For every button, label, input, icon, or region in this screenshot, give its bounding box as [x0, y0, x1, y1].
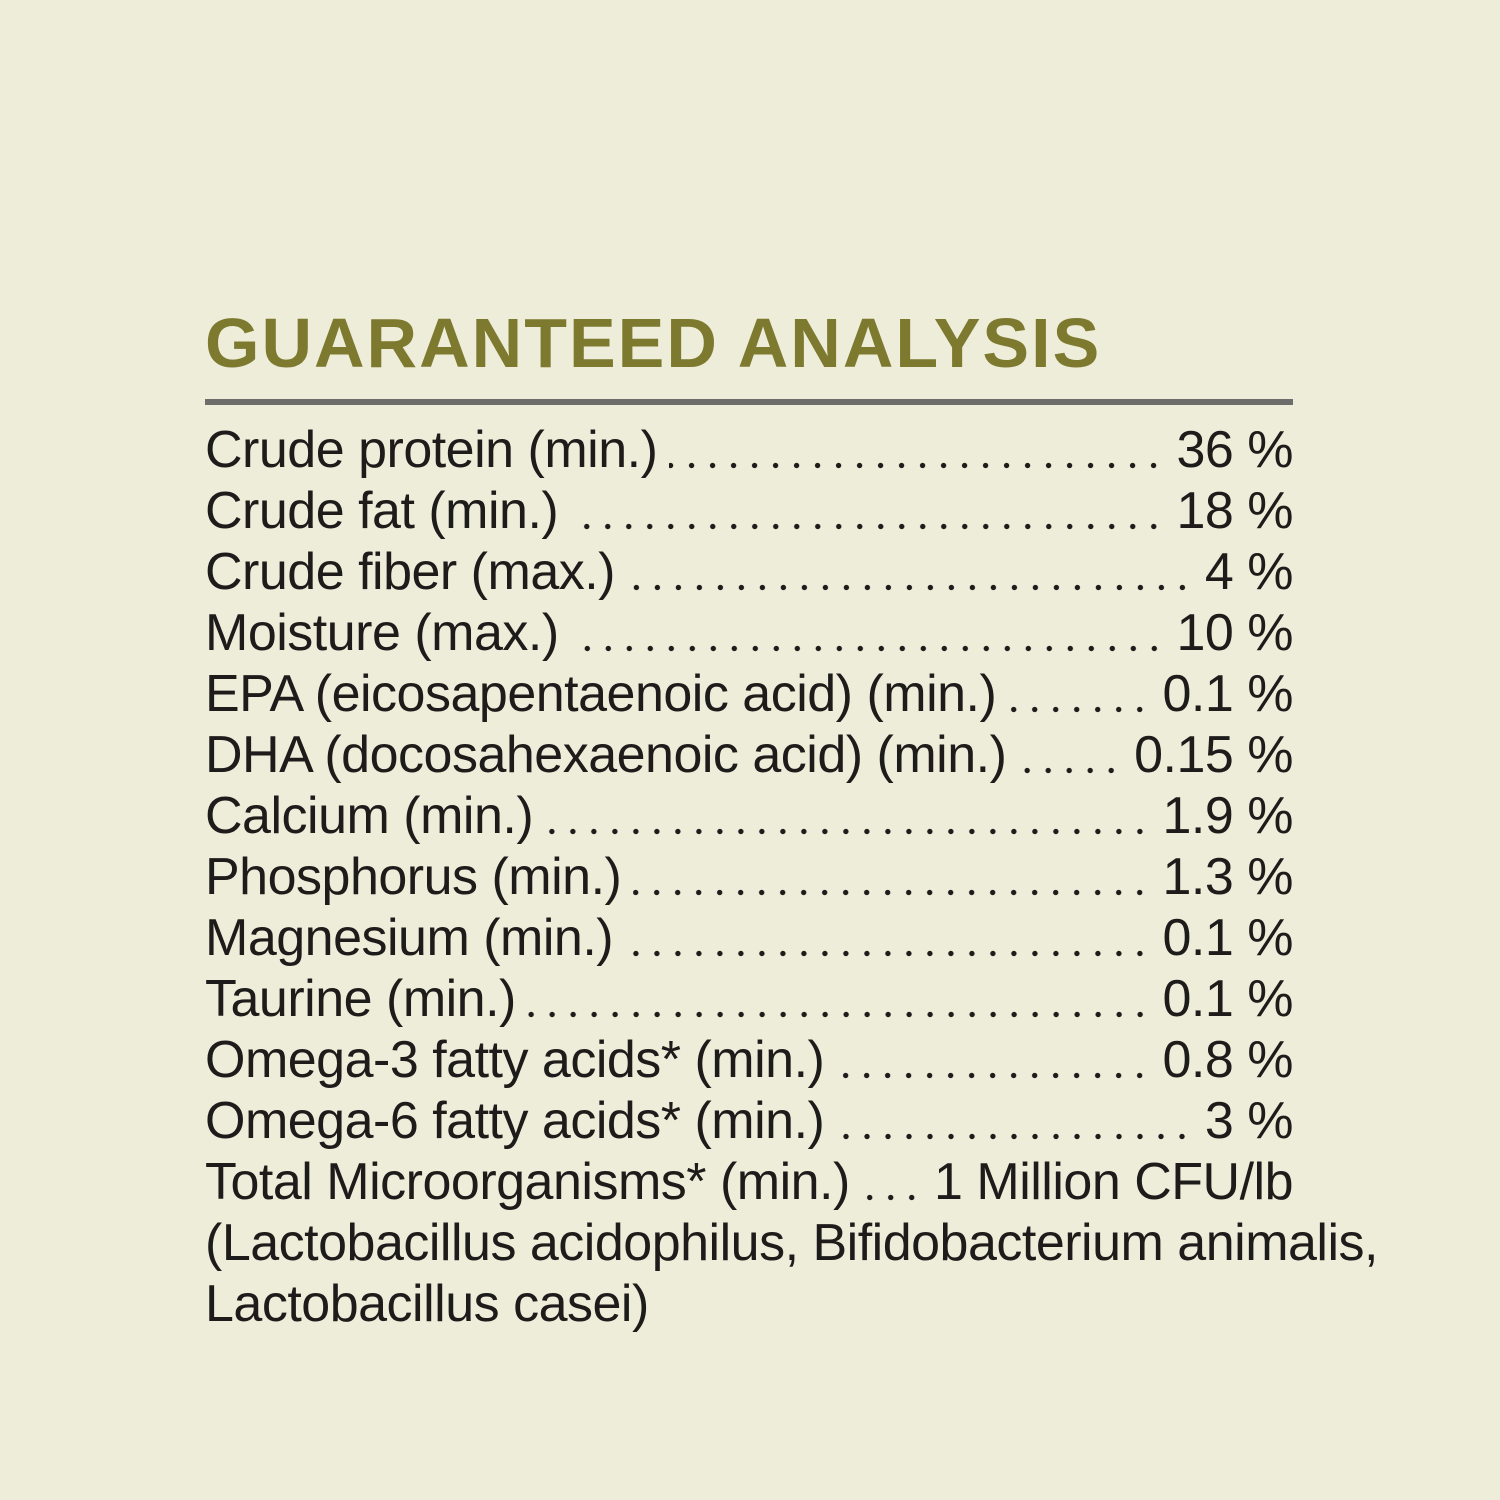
- analysis-row: [205, 847, 1293, 908]
- analysis-continuation-line: (Lactobacillus acidophilus, Bifidobacterium animalis,: [205, 1214, 1378, 1272]
- dot-leader: [627, 542, 1195, 603]
- dot-leader: [571, 603, 1167, 664]
- dot-leader: [836, 1030, 1152, 1091]
- analysis-row: [205, 1152, 1293, 1213]
- analysis-row-label: EPA (eicosapentaenoic acid) (min.): [205, 665, 997, 723]
- dot-leader: [545, 786, 1152, 847]
- analysis-row: [205, 786, 1293, 847]
- analysis-row-label: Total Microorganisms* (min.): [205, 1153, 850, 1211]
- analysis-row-label: Phosphorus (min.): [205, 848, 622, 906]
- analysis-row: [205, 908, 1293, 969]
- dot-leader: [633, 847, 1152, 908]
- analysis-row-label: Crude fat (min.): [205, 482, 559, 540]
- analysis-row-value: 4 %: [1204, 543, 1293, 601]
- analysis-row-label: Taurine (min.): [205, 970, 516, 1028]
- analysis-row: [205, 542, 1293, 603]
- analysis-row-value: 0.1 %: [1162, 970, 1293, 1028]
- analysis-row: [205, 603, 1293, 664]
- dot-leader: [862, 1152, 924, 1213]
- analysis-row-label: Moisture (max.): [205, 604, 559, 662]
- analysis-row-value: 1.3 %: [1162, 848, 1293, 906]
- analysis-row: [205, 725, 1293, 786]
- analysis-row-label: Omega-6 fatty acids* (min.): [205, 1092, 825, 1150]
- analysis-row-value: 0.1 %: [1162, 909, 1293, 967]
- analysis-row-label: Omega-3 fatty acids* (min.): [205, 1031, 825, 1089]
- analysis-rows: [205, 420, 1378, 1335]
- dot-leader: [625, 908, 1152, 969]
- analysis-row-value: 18 %: [1176, 482, 1293, 540]
- analysis-row-label: Crude fiber (max.): [205, 543, 615, 601]
- analysis-row-value: 0.15 %: [1134, 726, 1293, 784]
- dot-leader: [570, 481, 1166, 542]
- analysis-row-value: 1 Million CFU/lb: [934, 1153, 1293, 1211]
- title-divider: [205, 399, 1293, 405]
- dot-leader: [528, 969, 1153, 1030]
- guaranteed-analysis-panel: [205, 304, 1378, 1335]
- analysis-row: [205, 664, 1293, 725]
- analysis-row-value: 0.1 %: [1162, 665, 1293, 723]
- analysis-row: [205, 969, 1293, 1030]
- analysis-row: [205, 420, 1293, 481]
- section-title: GUARANTEED ANALYSIS: [205, 304, 1102, 382]
- analysis-row-label: Crude protein (min.): [205, 421, 658, 479]
- dot-leader: [1008, 664, 1152, 725]
- analysis-continuation-line: Lactobacillus casei): [205, 1275, 649, 1333]
- dot-leader: [1018, 725, 1124, 786]
- analysis-row: [205, 1091, 1293, 1152]
- analysis-row-value: 36 %: [1176, 421, 1293, 479]
- analysis-row-value: 3 %: [1204, 1092, 1293, 1150]
- analysis-row-value: 1.9 %: [1162, 787, 1293, 845]
- analysis-row: [205, 481, 1293, 542]
- analysis-row: [205, 1030, 1293, 1091]
- dot-leader: [669, 420, 1166, 481]
- dot-leader: [836, 1091, 1195, 1152]
- analysis-row-value: 0.8 %: [1162, 1031, 1293, 1089]
- analysis-row-label: Calcium (min.): [205, 787, 534, 845]
- analysis-row-value: 10 %: [1176, 604, 1293, 662]
- analysis-row-label: Magnesium (min.): [205, 909, 614, 967]
- analysis-row-label: DHA (docosahexaenoic acid) (min.): [205, 726, 1007, 784]
